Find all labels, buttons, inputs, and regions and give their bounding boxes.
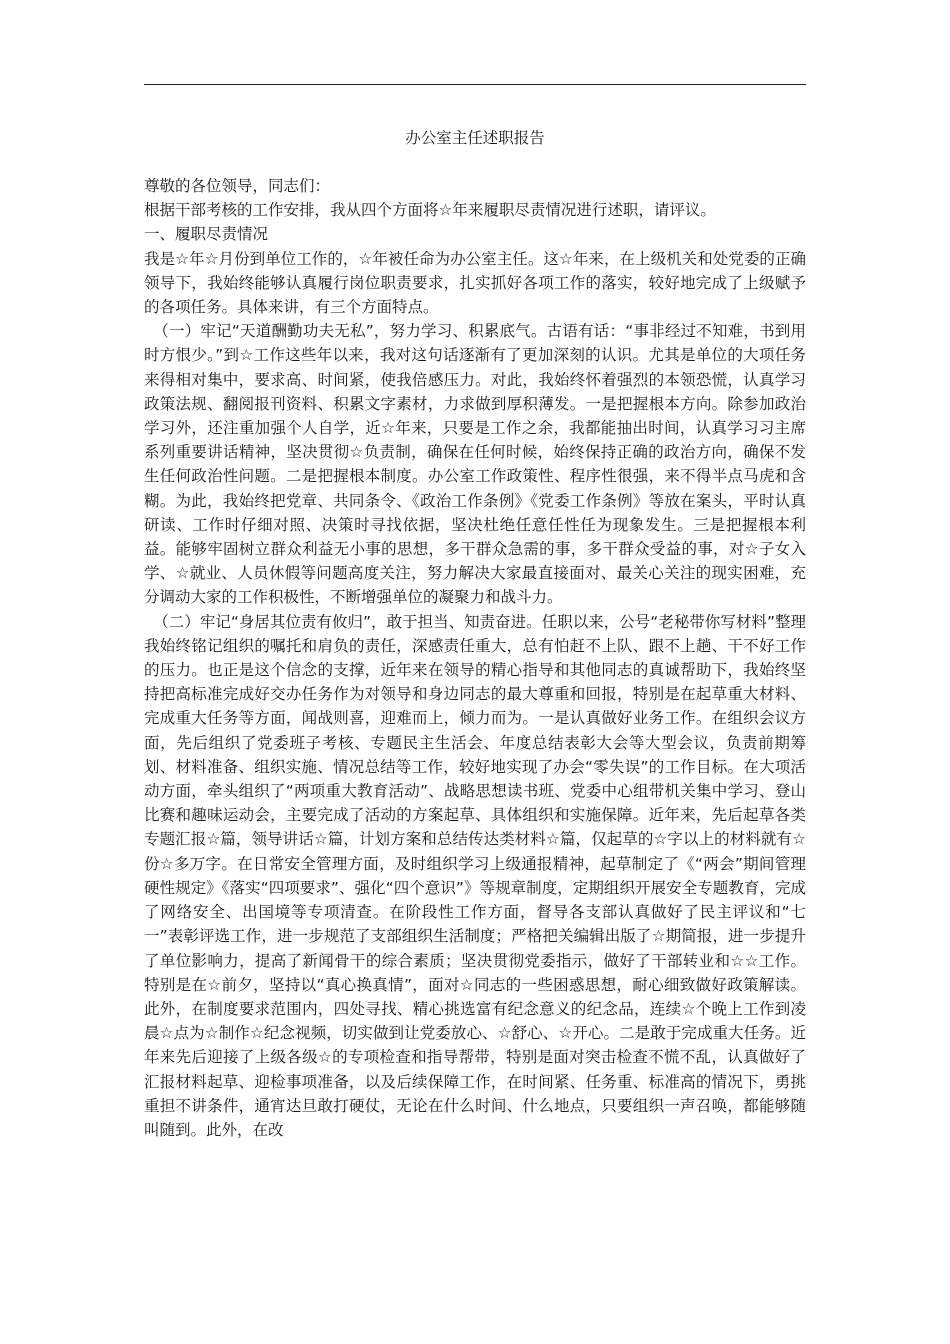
document-body: [144, 174, 806, 1142]
document-title: 办公室主任述职报告: [405, 129, 545, 147]
section-heading: 一、履职尽责情况: [144, 225, 269, 244]
intro-paragraph: 根据干部考核的工作安排，我从四个方面将☆年来履职尽责情况进行述职，请评议。: [144, 201, 716, 220]
body-paragraph: 我是☆年☆月份到单位工作的，☆年被任命为办公室主任。这☆年来，在上级机关和处党委的正确领导下，我始终能够认真履行岗位职责要求，扎实抓好各项工作的落实，较好地完成了上级赋予的各项任务。具体来讲，有三个方面特点。: [144, 249, 806, 317]
salutation: 尊敬的各位领导，同志们：: [144, 177, 331, 195]
header-rule: [144, 84, 806, 85]
body-paragraph: （一）牢记“天道酬勤功夫无私”，努力学习、积累底气。古语有话：“事非经过不知难，书到用时方恨少。”到☆工作这些年以来，我对这句话逐渐有了更加深刻的认识。尤其是单位的大项任务来得相对集中，要求高、时间紧，使我倍感压力。对此，我始终怀着强烈的本领恐慌，认真学习政策法规、翻阅报刊资料、积累文字素材，力求做到厚积薄发。一是把握根本方向。除参加政治学习外，还注重加强个人自学，近☆年来，只要是工作之余，我都能抽出时间，认真学习习主席系列重要讲话精神，坚决贯彻☆负责制，确保在任何时候，始终保持正确的政治方向，确保不发生任何政治性问题。二是把握根本制度。办公室工作政策性、程序性很强，来不得半点马虎和含糊。为此，我始终把党章、共同条令、《政治工作条例》《党委工作条例》等放在案头，平时认真研读、工作时仔细对照、决策时寻找依据，坚决杜绝任意任性任为现象发生。三是把握根本利益。能够牢固树立群众利益无小事的思想，多干群众急需的事，多干群众受益的事，对☆子女入学、☆就业、人员休假等问题高度关注，努力解决大家最直接面对、最关心关注的现实困难，充分调动大家的工作积极性，不断增强单位的凝聚力和战斗力。: [144, 322, 806, 607]
body-paragraph: （二）牢记“身居其位责有攸归”，敢于担当、知责奋进。任职以来，公号“老秘带你写材料”整理我始终铭记组织的嘱托和肩负的责任，深感责任重大，总有怕赶不上队、跟不上趟、干不好工作的压力。也正是这个信念的支撑，近年来在领导的精心指导和其他同志的真诚帮助下，我始终坚持把高标准完成好交办任务作为对领导和身边同志的最大尊重和回报，特别是在起草重大材料、完成重大任务等方面，闻战则喜，迎难而上，倾力而为。一是认真做好业务工作。在组织会议方面，先后组织了党委班子考核、专题民主生活会、年度总结表彰大会等大型会议，负责前期筹划、材料准备、组织实施、情况总结等工作，较好地实现了办会“零失误”的工作目标。在大项活动方面，牵头组织了“两项重大教育活动”、战略思想读书班、党委中心组带机关集中学习、登山比赛和趣味运动会，主要完成了活动的方案起草、具体组织和实施保障。近年来，先后起草各类专题汇报☆篇，领导讲话☆篇，计划方案和总结传达类材料☆篇，仅起草的☆字以上的材料就有☆份☆多万字。在日常安全管理方面，及时组织学习上级通报精神，起草制定了《“两会”期间管理硬性规定》《落实“四项要求”、强化“四个意识”》等规章制度，定期组织开展安全专题教育，完成了网络安全、出国境等专项清查。在阶段性工作方面，督导各支部认真做好了民主评议和“七一”表彰评选工作，进一步规范了支部组织生活制度；严格把关编辑出版了☆期简报，进一步提升了单位影响力，提高了新闻骨干的综合素质；坚决贯彻党委指示，做好了干部转业和☆☆工作。特别是在☆前夕，坚持以“真心换真情”，面对☆同志的一些困惑思想，耐心细致做好政策解读。此外，在制度要求范围内，四处寻找、精心挑选富有纪念意义的纪念品，连续☆个晚上工作到凌晨☆点为☆制作☆纪念视频，切实做到让党委放心、☆舒心、☆开心。二是敢于完成重大任务。近年来先后迎接了上级各级☆的专项检查和指导帮带，特别是面对突击检查不慌不乱，认真做好了汇报材料起草、迎检事项准备，以及后续保障工作，在时间紧、任务重、标准高的情况下，勇挑重担不讲条件，通宵达旦敢打硬仗，无论在什么时间、什么地点，只要组织一声召唤，都能够随叫随到。此外，在改: [144, 612, 806, 1139]
